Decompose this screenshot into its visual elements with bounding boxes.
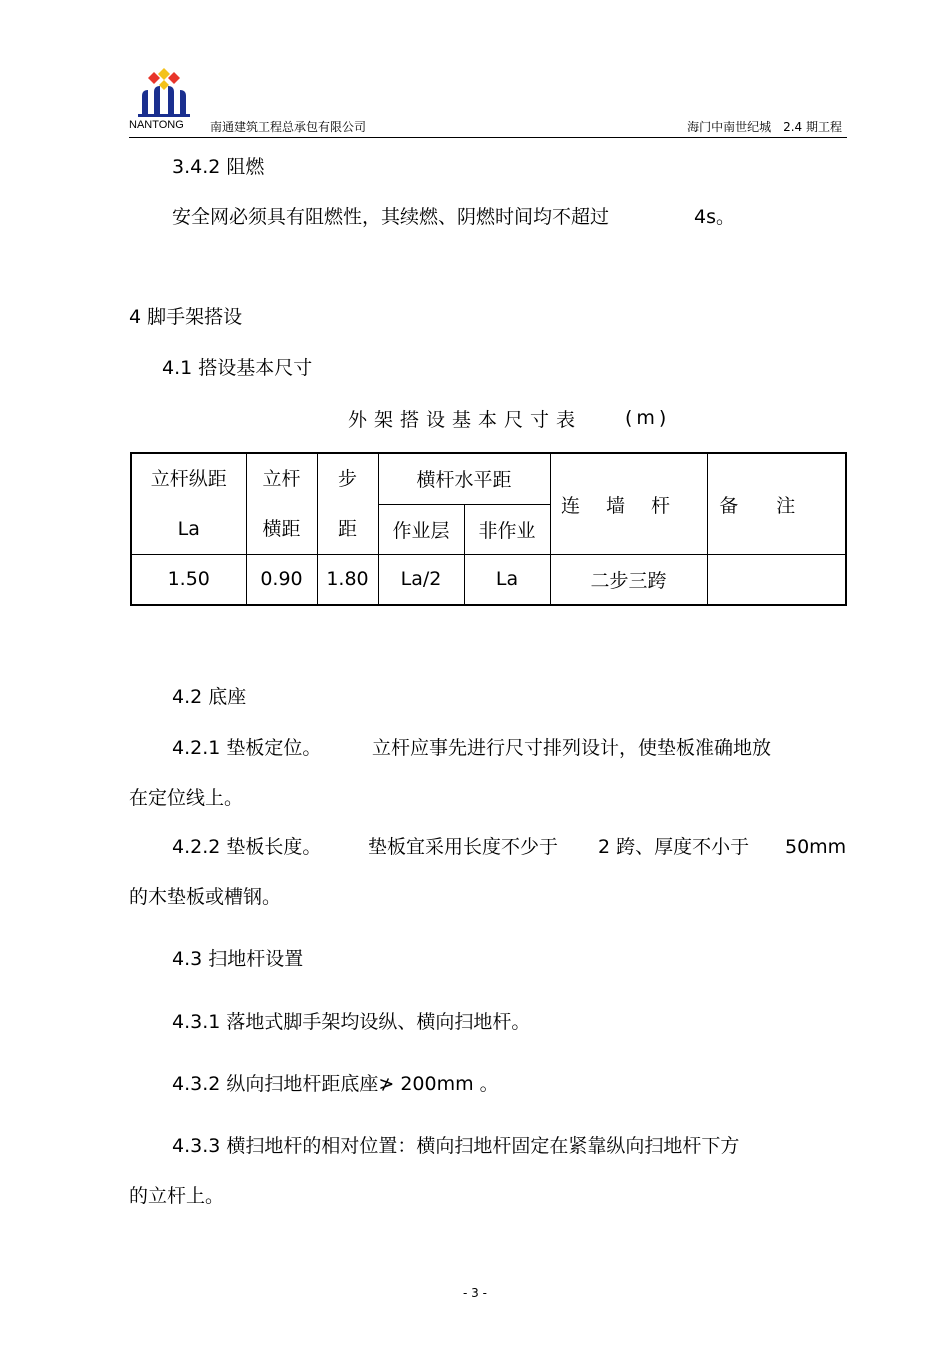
header-lb-line1: 立杆 (262, 468, 301, 490)
section-3-4-2-text-value: 4s。 (694, 206, 735, 228)
section-4-2-2-text-b: 2 跨、厚度不小于 (598, 836, 750, 858)
section-4-title: 4 脚手架搭设 (129, 306, 243, 328)
header-step-line1: 步 (337, 468, 357, 490)
cell-wall-tie: 二步三跨 (550, 555, 707, 605)
section-4-2-1-label: 4.2.1 垫板定位。 (172, 737, 322, 759)
header-horizontal-spacing: 横杆水平距 (378, 453, 550, 504)
header-la-line2: La (177, 518, 200, 540)
section-4-2-2-label: 4.2.2 垫板长度。 (172, 836, 322, 858)
section-4-3-1: 4.3.1 落地式脚手架均设纵、横向扫地杆。 (172, 1011, 531, 1033)
section-4-2-title: 4.2 底座 (172, 686, 247, 708)
header-step (317, 453, 378, 555)
section-4-3-title: 4.3 扫地杆设置 (172, 948, 304, 970)
header-lb-line2: 横距 (262, 518, 301, 540)
cell-note (707, 555, 846, 605)
section-4-3-2: 4.3.2 纵向扫地杆距底座≯ 200mm 。 (172, 1073, 499, 1095)
cell-non-working: La (464, 555, 550, 605)
cell-la: 1.50 (131, 555, 246, 605)
cell-working-layer: La/2 (378, 555, 464, 605)
table-unit: (m) (625, 407, 671, 429)
logo-text: NANTONG (129, 119, 184, 131)
header-lb (246, 453, 317, 555)
section-4-3-3-cont: 的立杆上。 (129, 1185, 225, 1207)
section-4-3-3: 4.3.3 横扫地杆的相对位置：横向扫地杆固定在紧靠纵向扫地杆下方 (172, 1135, 740, 1157)
header-divider (129, 137, 847, 138)
header-la (131, 453, 246, 555)
section-4-2-1-text: 立杆应事先进行尺寸排列设计，使垫板准确地放 (372, 737, 772, 759)
section-4-2-2-text: 垫板宜采用长度不少于 (368, 836, 559, 858)
section-4-2-2-text-c: 50mm (785, 836, 847, 858)
section-3-4-2-title: 3.4.2 阻燃 (172, 156, 265, 178)
section-4-2-2-text-cont: 的木垫板或槽钢。 (129, 886, 282, 908)
scaffold-dimension-table (130, 452, 847, 606)
header-working-layer: 作业层 (378, 504, 464, 554)
header-la-line1: 立杆纵距 (150, 468, 227, 490)
project-name: 海门中南世纪城 2.4 期工程 (687, 120, 842, 134)
cell-lb: 0.90 (246, 555, 317, 605)
header-note: 备注 (707, 453, 846, 555)
nantong-logo (134, 62, 194, 120)
header-wall-tie: 连墙杆 (550, 453, 707, 555)
header-step-line2: 距 (337, 518, 357, 540)
section-3-4-2-text: 安全网必须具有阻燃性，其续燃、阴燃时间均不超过 (172, 206, 610, 228)
header-non-working: 非作业 (464, 504, 550, 554)
section-4-1-title: 4.1 搭设基本尺寸 (162, 357, 313, 379)
table-caption: 外架搭设基本尺寸表 (348, 409, 583, 431)
section-4-2-1-text-cont: 在定位线上。 (129, 787, 244, 809)
page-number: - 3 - (463, 1286, 487, 1300)
table-row (131, 555, 846, 605)
cell-step: 1.80 (317, 555, 378, 605)
company-name: 南通建筑工程总承包有限公司 (210, 120, 367, 134)
